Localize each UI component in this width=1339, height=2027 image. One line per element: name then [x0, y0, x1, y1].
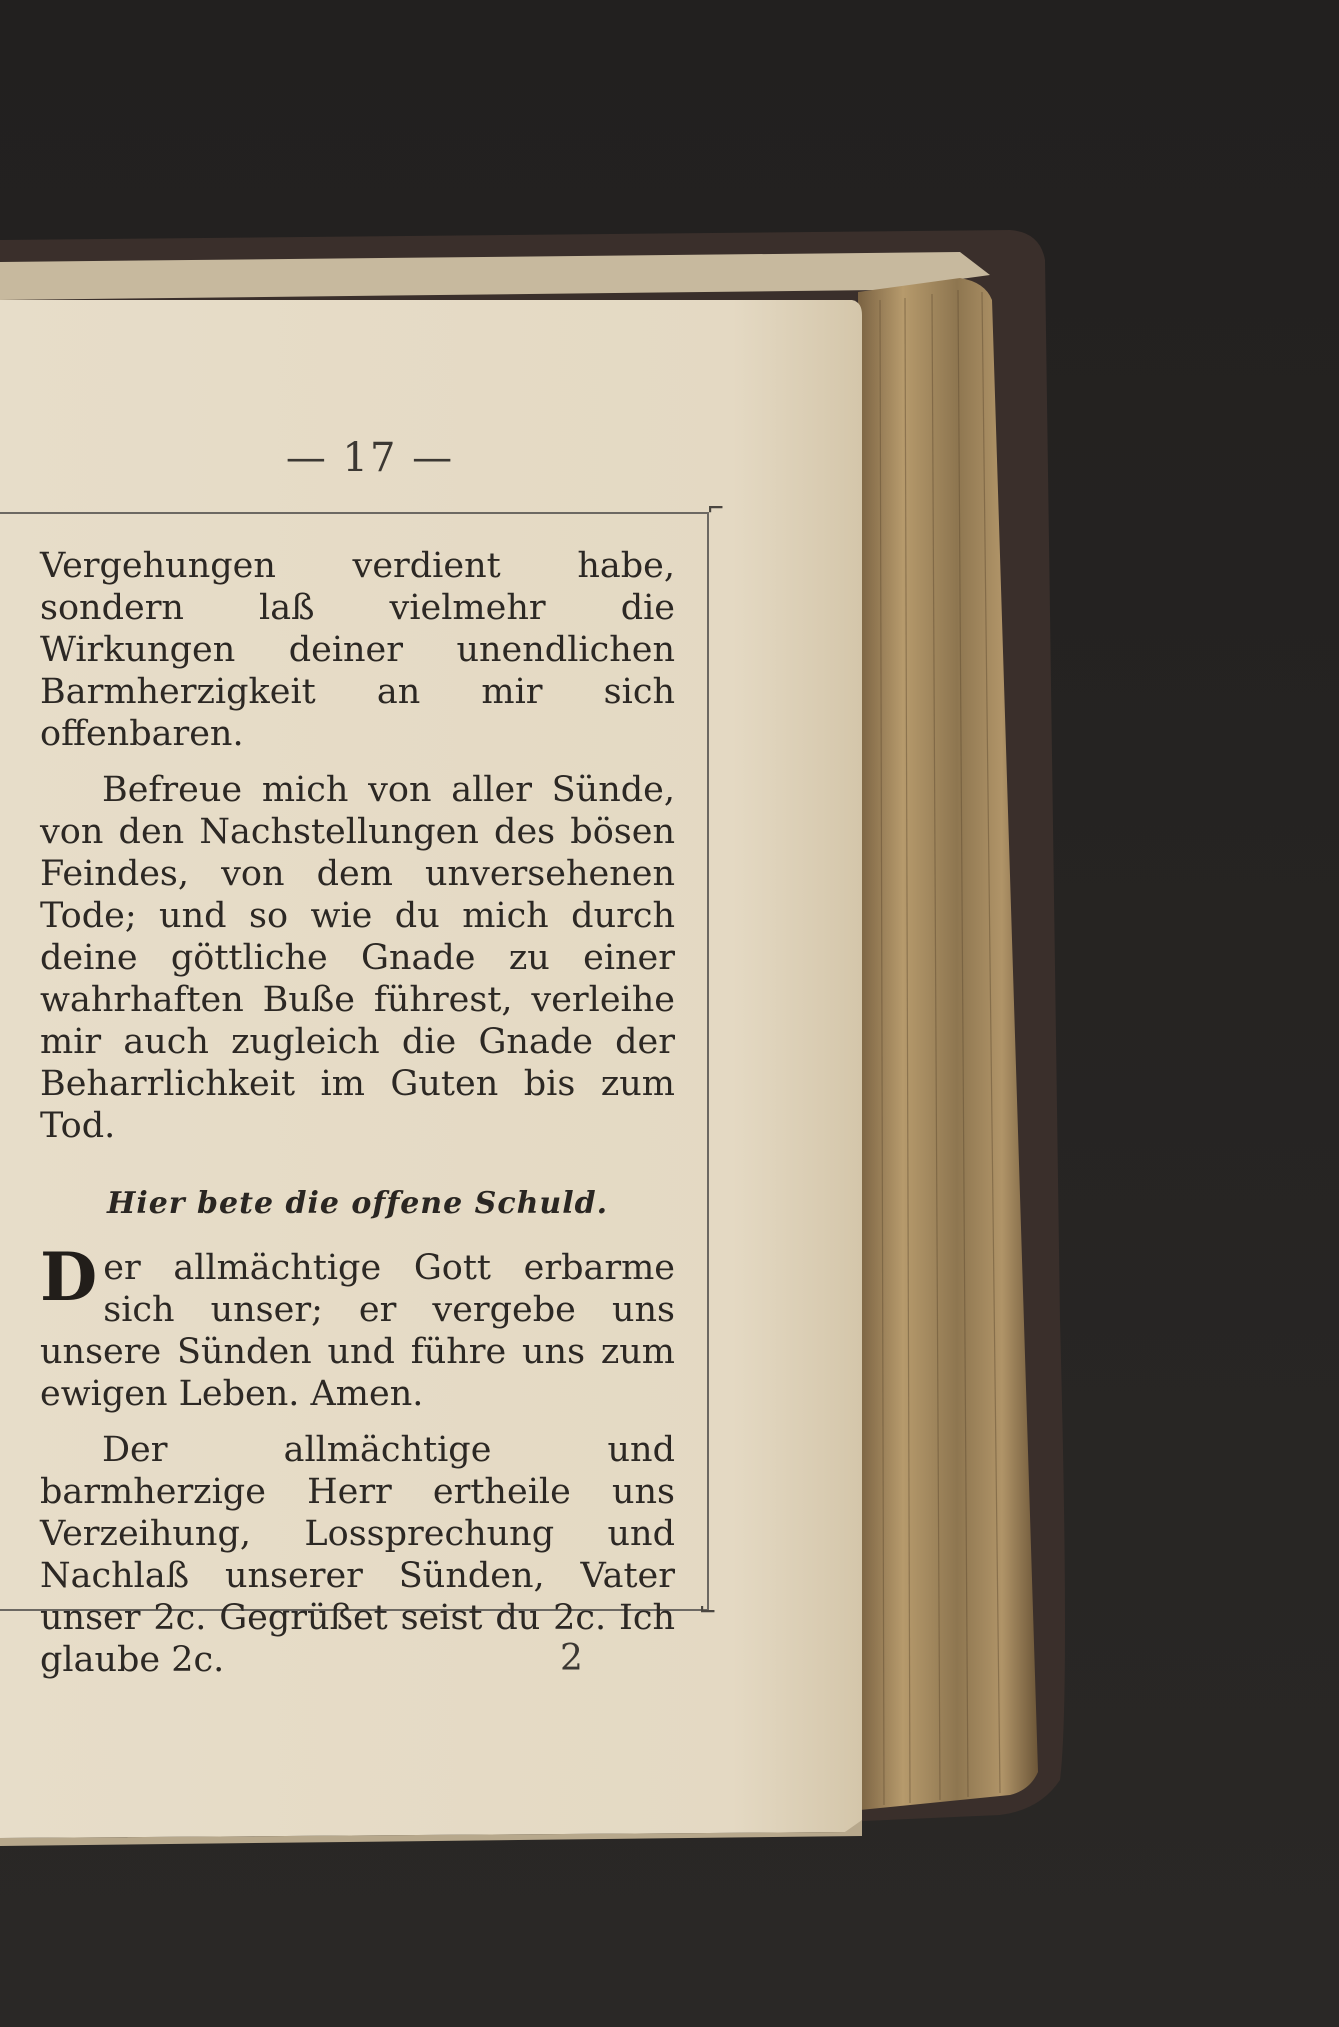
prayer-paragraph — [40, 1238, 675, 1415]
prayer-paragraph-text: er allmächtige Gott erbarme sich unser; er vergebe uns unsere Sünden und führe uns zum ewigen Leben. Amen. — [40, 1248, 675, 1414]
drop-cap-initial: D — [40, 1238, 98, 1316]
frame-corner-top-right: ⌐ — [708, 494, 724, 524]
prayer-text-block — [40, 545, 675, 1681]
frame-corner-bottom-right: ⌙ — [700, 1594, 716, 1624]
final-paragraph: Der allmächtige und barmherzige Herr ertheile uns Verzeihung, Lossprechung und Nachlaß unserer Sünden, Vater unser 2c. Gegrüßet seist du 2c. Ich glaube 2c. — [40, 1430, 675, 1680]
signature-mark: 2 — [560, 1638, 583, 1679]
rubric-heading: Hier bete die offene Schuld. — [106, 1186, 609, 1221]
page-number: — 17 — — [285, 435, 455, 481]
paragraph-1: Vergehungen verdient habe, sondern laß vielmehr die Wirkungen deiner unendlichen Barmherzigkeit an mir sich offenbaren. — [40, 546, 675, 754]
paragraph-2: Befreue mich von aller Sünde, von den Nachstellungen des bösen Feindes, von dem unversehenen Tode; und so wie du mich durch deine göttliche Gnade zu einer wahrhaften Buße führest, verleihe mir auch zugleich die Gnade der Beharrlichkeit im Guten bis zum Tod. — [40, 770, 675, 1146]
